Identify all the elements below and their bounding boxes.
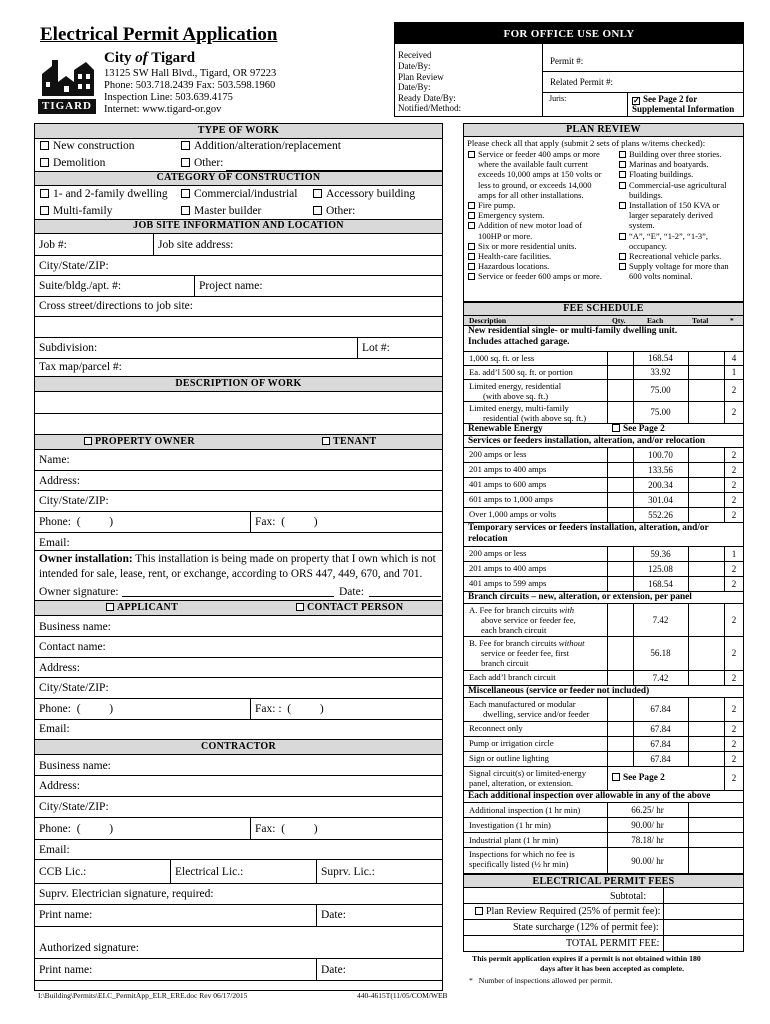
lot-number-field[interactable]: Lot #: [362,342,390,354]
fee-row-temporary-1-inspections: 2 [731,563,737,574]
fee-row-residential-0-inspections: 4 [731,353,737,363]
fee-section-services-0: Services or feeders installation, alteration, and/or relocation [468,436,706,446]
plan-review-right-item-3[interactable]: Commercial-use agricultural [619,180,726,190]
misc-manufactured-inspections: 2 [731,704,737,714]
checkbox-icon [619,171,626,178]
checkbox-icon [322,437,330,445]
fee-row-service-2-each: 200.34 [648,479,673,490]
fee-row-misc-0-inspections: 2 [731,723,737,734]
owner-date-field[interactable]: Date: [339,586,364,598]
plan-review-left-item-8: 100HP or more. [478,230,533,241]
logo-text: TIGARD [41,100,92,112]
checked-box-icon: ✓ [633,96,640,105]
fee-row-residential-0-desc-0: 1,000 sq. ft. or less [469,353,535,363]
owner-email-field[interactable]: Email: [39,537,70,549]
plan-review-right-item-5[interactable]: Installation of 150 KVA or [619,200,720,210]
fee-row-residential-2-inspections: 2 [731,385,737,395]
branch-a-desc: A. Fee for branch circuits with [469,605,575,615]
fee-row-service-0-each: 100.70 [648,449,673,460]
supervisor-license-field[interactable]: Suprv. Lic.: [321,866,375,878]
other-work-option[interactable]: Other: [181,157,223,169]
checkbox-icon [40,141,49,150]
checkbox-icon [619,182,626,189]
checkbox-icon [181,141,190,150]
checkbox-icon [612,424,620,432]
footer-file-path: I:\Building\Permits\ELC_PermitApp_ELR_ERE.doc Rev 06/17/2015 [38,991,248,1000]
branch-a-inspections: 2 [731,614,737,625]
date-field-2[interactable]: Date: [321,964,346,976]
renewable-see-page2[interactable]: See Page 2 [612,424,665,434]
related-permit-label: Related Permit #: [550,77,613,87]
fee-row-service-1-desc-0: 201 amps to 400 amps [469,464,547,474]
ready-date-label: Ready Date/By: [398,93,456,103]
fee-row-residential-3-desc-1: residential (with above sq. ft.) [483,413,587,423]
misc-manufactured-each: 67.84 [650,704,671,714]
fee-row-service-2-inspections: 2 [731,479,737,490]
renewable-energy-label: Renewable Energy [468,424,543,434]
owner-installation-statement: Owner installation: This installation is being made on property that I own which is not [39,553,436,565]
fee-row-residential-2-each: 75.00 [650,385,671,395]
plan-review-left-item-3: less to ground, or exceeds 14,000 [478,179,592,190]
contractor-city-field[interactable]: City/State/ZIP: [39,801,109,813]
plan-review-date-label: Date/By: [398,82,431,92]
expiry-notice: This permit application expires if a permit is not obtained within 180 [472,954,701,963]
fee-row-misc-1-inspections: 2 [731,738,737,749]
fee-row-temporary-0-inspections: 1 [731,548,737,559]
received-date-label: Date/By: [398,61,431,71]
family-dwelling-option[interactable]: 1- and 2-family dwelling [40,188,168,200]
fee-row-misc-2-inspections: 2 [731,753,737,764]
plan-review-right-item-12: 600 volts nominal. [629,271,693,282]
plan-review-right-item-1[interactable]: Marinas and boatyards. [619,159,709,169]
checkbox-icon [468,263,475,270]
col-description: Description [469,316,507,325]
received-label: Received [398,50,432,60]
authorized-signature-field[interactable]: Authorized signature: [39,942,139,954]
office-use-title: FOR OFFICE USE ONLY [503,28,635,40]
permit-number-label: Permit #: [550,56,584,66]
fee-row-additional-0: Additional inspection (1 hr min) [469,805,581,815]
subtotal-label: Subtotal: [610,891,647,902]
checkbox-icon [181,206,190,215]
plan-review-right-item-6: larger separately derived [629,210,713,221]
see-page2-checkbox[interactable]: ✓ See Page 2 for [633,94,698,105]
fee-section-branch-0: Branch circuits – new, alteration, or extension, per panel [468,592,692,602]
col-qty: Qty. [612,316,626,325]
branch-b-desc-3: branch circuit [481,658,529,668]
owner-fax-field[interactable]: Fax: ( ) [255,516,318,528]
plan-review-right-item-10[interactable]: Recreational vehicle parks. [619,251,721,261]
contractor-phone-field[interactable]: Phone: ( ) [39,823,114,835]
demolition-option[interactable]: Demolition [40,157,105,169]
tigard-logo [38,52,96,116]
plan-review-right-item-2[interactable]: Floating buildings. [619,169,693,179]
applicant-email-field[interactable]: Email: [39,723,70,735]
date-field-1[interactable]: Date: [321,909,346,921]
accessory-building-option[interactable]: Accessory building [313,188,415,200]
checkbox-icon [181,189,190,198]
checkbox-icon [619,233,626,240]
tax-map-field[interactable]: Tax map/parcel #: [39,361,122,373]
branch-c-inspections: 2 [731,672,737,683]
checkbox-icon [468,151,475,158]
contractor-email-field[interactable]: Email: [39,844,70,856]
fee-row-service-4-desc-0: Over 1,000 amps or volts [469,509,557,519]
fee-row-residential-2-desc-0: Limited energy, residential [469,381,562,391]
fee-row-misc-2-each: 67.84 [650,753,671,764]
fee-row-service-4-inspections: 2 [731,509,737,520]
plan-review-left-item-9[interactable]: Six or more residential units. [468,241,576,251]
owner-city-field[interactable]: City/State/ZIP: [39,495,109,507]
fee-row-temporary-0-each: 59.36 [650,548,671,559]
applicant-phone-field[interactable]: Phone: ( ) [39,703,114,715]
branch-a-each: 7.42 [652,614,669,625]
branch-b-each: 56.18 [650,648,671,658]
fee-row-service-3-desc-0: 601 amps to 1,000 amps [469,494,553,504]
branch-c-desc-0: Each add’l branch circuit [469,672,556,682]
checkbox-icon [106,603,114,611]
new-construction-option[interactable]: New construction [40,140,134,152]
branch-b-desc-2: service or feeder fee, first [481,648,570,658]
checkbox-icon [40,158,49,167]
plan-review-right-item-4: buildings. [629,189,663,200]
supplemental-info-label: Supplemental Information [632,104,735,114]
plan-review-header: PLAN REVIEW [566,124,641,135]
plan-review-left-item-10[interactable]: Health-care facilities. [468,251,551,261]
fee-row-service-3-each: 301.04 [648,494,673,505]
branch-a-desc-3: each branch circuit [481,625,547,635]
type-of-work-header: TYPE OF WORK [197,125,280,136]
plan-review-left-item-12[interactable]: Service or feeder 600 amps or more. [468,271,602,281]
fee-row-residential-0-each: 168.54 [648,353,673,363]
inspections-no-fee-each: 90.00/ hr [631,855,664,866]
job-site-address-field[interactable]: Job site address: [158,239,234,251]
col-each: Each [647,316,664,325]
contact-person-option[interactable]: CONTACT PERSON [296,602,403,613]
fee-row-residential-3-inspections: 2 [731,407,737,417]
fee-row-residential-3-each: 75.00 [650,407,671,417]
multi-family-option[interactable]: Multi-family [40,205,112,217]
plan-review-left-item-4: amps for all other installations. [478,189,584,200]
plan-review-label: Plan Review [398,72,444,82]
category-header: CATEGORY OF CONSTRUCTION [156,172,321,183]
fee-row-service-0-inspections: 2 [731,449,737,460]
expiry-notice-2: days after it has been accepted as complete. [540,964,685,973]
branch-a-desc-2: above service or feeder fee, [481,615,576,625]
fee-row-temporary-2-inspections: 2 [731,578,737,589]
checkbox-icon [475,907,483,915]
owner-phone-field[interactable]: Phone: ( ) [39,516,114,528]
applicant-address-field[interactable]: Address: [39,662,80,674]
applicant-contact-field[interactable]: Contact name: [39,641,106,653]
owner-name-field[interactable]: Name: [39,454,70,466]
plan-review-left-item-2: exceeds 10,000 amps at 150 volts or [478,169,602,180]
job-number-field[interactable]: Job #: [39,239,67,251]
col-star: * [730,316,734,325]
fee-row-temporary-1-desc-0: 201 amps to 400 amps [469,563,547,573]
fee-section-additional-0: Each additional inspection over allowable in any of the above [468,791,711,801]
checkbox-icon [612,773,620,781]
inspections-no-fee-desc-2: specifically listed (½ hr min) [469,859,569,869]
fee-row-service-4-each: 552.26 [648,509,673,520]
misc-manufactured-desc-1: dwelling, service and/or feeder [483,709,590,719]
plan-review-right-item-9: occupancy. [629,240,667,251]
contractor-header: CONTRACTOR [200,741,277,752]
applicant-city-field[interactable]: City/State/ZIP: [39,682,109,694]
fee-row-service-2-desc-0: 401 amps to 600 amps [469,479,547,489]
checkbox-icon [468,243,475,250]
fee-row-misc-0-desc-0: Reconnect only [469,723,523,733]
juris-label: Juris: [549,94,567,103]
checkbox-icon [313,206,322,215]
fee-row-service-3-inspections: 2 [731,494,737,505]
contractor-address-field[interactable]: Address: [39,780,80,792]
fee-row-additional-each-2: 78.18/ hr [631,835,664,845]
fee-row-misc-1-each: 67.84 [650,738,671,749]
checkbox-icon [468,222,475,229]
misc-manufactured-desc-0: Each manufactured or modular [469,699,576,709]
plan-review-left-item-1: where the available fault current [478,159,588,170]
plan-review-intro: Please check all that apply (submit 2 sets of plans w/items checked): [467,138,706,148]
supervisor-signature-field[interactable]: Suprv. Electrician signature, required: [39,888,214,900]
fee-row-misc-2-desc-0: Sign or outline lighting [469,753,549,763]
fee-row-temporary-2-desc-0: 401 amps to 599 amps [469,578,547,588]
fee-section-misc-0: Miscellaneous (service or feeder not included) [468,686,650,696]
contractor-fax-field[interactable]: Fax: ( ) [255,823,318,835]
applicant-option[interactable]: APPLICANT [106,602,178,613]
fee-row-temporary-1-each: 125.08 [648,563,673,574]
addition-option[interactable]: Addition/alteration/replacement [181,140,341,152]
city-address: 13125 SW Hall Blvd., Tigard, OR 97223 [104,68,277,79]
master-builder-option[interactable]: Master builder [181,205,261,217]
branch-b-inspections: 2 [731,648,737,658]
checkbox-icon [468,202,475,209]
signal-circuit-inspections: 2 [731,773,737,783]
description-header: DESCRIPTION OF WORK [175,378,302,389]
fee-row-temporary-2-each: 168.54 [648,578,673,589]
plan-review-right-item-0[interactable]: Building over three stories. [619,149,722,159]
tenant-option[interactable]: TENANT [322,436,376,447]
checkbox-icon [619,151,626,158]
owner-signature-field[interactable]: Owner signature: [39,586,119,598]
fee-row-temporary-0-desc-0: 200 amps or less [469,548,527,558]
job-site-header: JOB SITE INFORMATION AND LOCATION [133,220,344,231]
contractor-business-field[interactable]: Business name: [39,760,111,772]
col-total: Total [692,316,709,325]
checkbox-icon [468,253,475,260]
subdivision-field[interactable]: Subdivision: [39,342,98,354]
plan-review-left-item-11[interactable]: Hazardous locations. [468,261,549,271]
fee-row-residential-1-each: 33.92 [650,367,671,377]
checkbox-icon [468,273,475,280]
owner-address-field[interactable]: Address: [39,475,80,487]
plan-review-right-item-8[interactable]: “A”, “E”, “1-2”, “1-3”, [619,231,708,241]
other-category-option[interactable]: Other: [313,205,355,217]
fee-section-residential-1: Includes attached garage. [468,337,570,347]
plan-review-right-item-7: system. [629,220,655,231]
fee-row-service-0-desc-0: 200 amps or less [469,449,527,459]
checkbox-icon [40,206,49,215]
checkbox-icon [468,212,475,219]
checkbox-icon [84,437,92,445]
state-surcharge-label: State surcharge (12% of permit fee): [513,922,659,933]
ccb-license-field[interactable]: CCB Lic.: [39,866,87,878]
fee-schedule-header: FEE SCHEDULE [563,303,644,314]
total-fee-label: TOTAL PERMIT FEE: [566,938,660,949]
inspections-no-fee-desc: Inspections for which no fee is [469,849,575,859]
fee-row-service-1-each: 133.56 [648,464,673,475]
owner-installation-statement-2: intended for sale, lease, rent, or exchange, according to ORS 447, 449, 670, and 701. [39,568,423,580]
checkbox-icon [313,189,322,198]
fee-section-residential-0: New residential single- or multi-family dwelling unit. [468,326,678,336]
fee-section-temporary-0: Temporary services or feeders installation, alteration, and/or [468,523,709,533]
city-phone: Phone: 503.718.2439 Fax: 503.598.1960 [104,80,276,91]
page-title: Electrical Permit Application [40,24,278,45]
checkbox-icon [619,263,626,270]
print-name-field-1[interactable]: Print name: [39,909,93,921]
fee-row-additional-2: Industrial plant (1 hr min) [469,835,559,845]
commercial-option[interactable]: Commercial/industrial [181,188,297,200]
branch-c-each: 7.42 [652,672,669,683]
property-owner-option[interactable]: PROPERTY OWNER [84,436,195,447]
notified-label: Notified/Method: [398,103,461,113]
suite-field[interactable]: Suite/bldg./apt. #: [39,280,122,292]
fee-row-misc-1-desc-0: Pump or irrigation circle [469,738,554,748]
fee-row-service-1-inspections: 2 [731,464,737,475]
fee-section-temporary-1: relocation [468,534,508,544]
plan-review-left-item-7[interactable]: Addition of new motor load of [468,220,582,230]
print-name-field-2[interactable]: Print name: [39,964,93,976]
inspection-line: Inspection Line: 503.639.4175 [104,92,233,103]
project-name-field[interactable]: Project name: [199,280,263,292]
checkbox-icon [40,189,49,198]
plan-review-fee-option[interactable]: Plan Review Required (25% of permit fee): [475,906,660,917]
checkbox-icon [181,158,190,167]
checkbox-icon [619,253,626,260]
signal-circuit-desc: Signal circuit(s) or limited-energy [469,768,587,778]
job-city-field[interactable]: City/State/ZIP: [39,260,109,272]
checkbox-icon [296,603,304,611]
checkbox-icon [619,202,626,209]
plan-review-left-item-0[interactable]: Service or feeder 400 amps or more [468,149,600,159]
fee-row-residential-1-desc-0: Ea. add’l 500 sq. ft. or portion [469,367,573,377]
fee-row-misc-0-each: 67.84 [650,723,671,734]
plan-review-left-item-5[interactable]: Fire pump. [468,200,515,210]
fee-row-residential-2-desc-1: (with above sq. ft.) [483,391,549,401]
fee-row-residential-3-desc-0: Limited energy, multi-family [469,403,569,413]
branch-b-desc: B. Fee for branch circuits without [469,638,585,648]
plan-review-right-item-11[interactable]: Supply voltage for more than [619,261,729,271]
checkbox-icon [619,161,626,168]
electrical-license-field[interactable]: Electrical Lic.: [175,866,244,878]
applicant-fax-field[interactable]: Fax: : ( ) [255,703,324,715]
fee-row-additional-each-1: 90.00/ hr [631,820,664,830]
footer-form-number: 440-4615T(11/05/COM/WEB [357,991,448,1000]
signal-circuit-desc-2: panel, alteration, or extension. [469,778,574,788]
internet: Internet: www.tigard-or.gov [104,104,222,115]
city-name: City of Tigard [104,50,196,66]
cross-street-field[interactable]: Cross street/directions to job site: [39,300,193,312]
signal-see-page2[interactable]: See Page 2 [612,773,665,783]
applicant-business-field[interactable]: Business name: [39,621,111,633]
plan-review-left-item-6[interactable]: Emergency system. [468,210,544,220]
fee-row-additional-1: Investigation (1 hr min) [469,820,551,830]
fee-row-additional-each-0: 66.25/ hr [631,805,664,815]
inspections-note: * Number of inspections allowed per permit. [469,976,613,985]
fee-row-residential-1-inspections: 1 [731,367,737,377]
permit-fees-header: ELECTRICAL PERMIT FEES [532,876,675,887]
